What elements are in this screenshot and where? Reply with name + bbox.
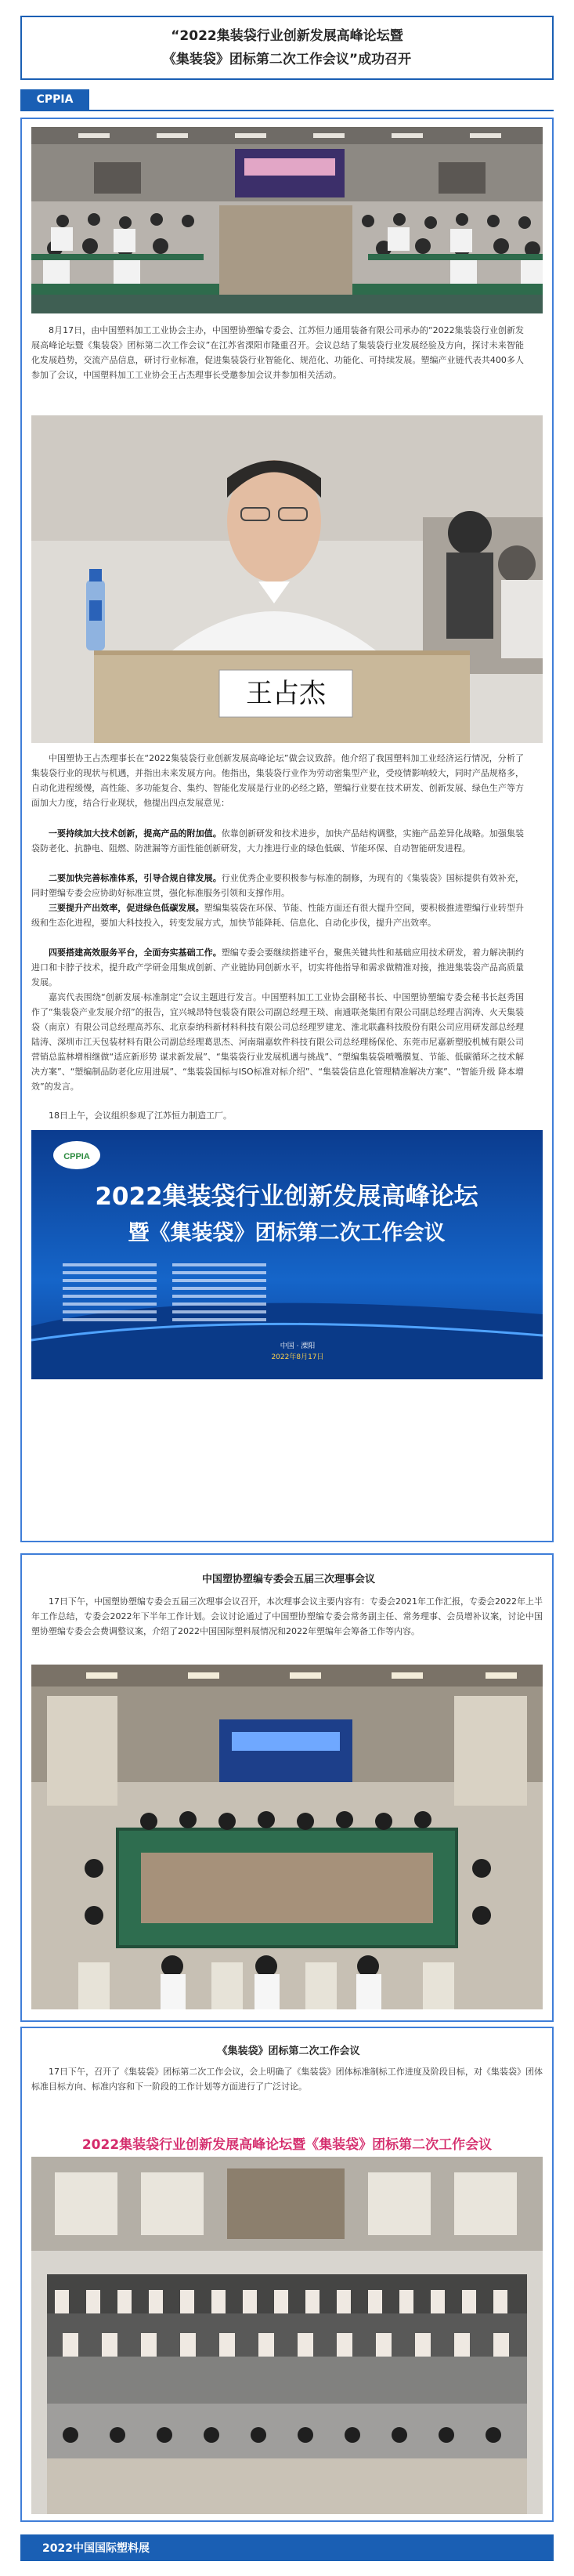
conference-hall-image xyxy=(31,127,543,313)
council-meeting-title: 中国塑协塑编专委会五届三次理事会议 xyxy=(201,1574,375,1585)
speaker-image xyxy=(31,415,543,743)
footer-bar: 2022中国国际塑料展 xyxy=(20,2534,554,2561)
main-article-card xyxy=(20,118,554,1542)
article-paragraph-2: 中国塑协王占杰理事长在“2022集装袋行业创新发展高峰论坛”做会议致辞。他介绍了我国塑料加工业经济运行情况，分析了集装袋行业的现状与机遇，并指出未来发展方向。他指出，集装袋行业作为劳动密集型产业，受疫情影响较大，同时产品规格多，自动化进程缓慢，高性能、多功能复合、集约、智能化发展是行业的必经之路，塑编行业要在技术研发、创新发展、绿色生产等方面加大力度，结合行业现状，他提出四点发展意见： xyxy=(31,753,524,808)
section-divider xyxy=(20,110,554,111)
council-meeting-image xyxy=(31,1665,543,2009)
standard-meeting-paragraph: 17日下午，召开了《集装袋》团标第二次工作会议，会上明确了《集装袋》团体标准制标工作进度及阶段目标，对《集装袋》团体标准目标方向、标准内容和下一阶段的工作计划等方面进行了广泛讨论。 xyxy=(31,2067,543,2092)
banner-logo-label: CPPIA xyxy=(63,1152,90,1161)
point-2-body: 行业优秀企业要积极参与标准的制修，为现有的《集装袋》国标提供有效补充，同时塑编专委会应协助好标准宣贯，强化标准服务引领和支撑作用。 xyxy=(31,873,525,898)
event-banner-image xyxy=(31,1130,543,1379)
section-tab: CPPIA xyxy=(20,89,89,110)
point-2-heading: 二要加快完善标准体系，引导合规自律发展。 xyxy=(49,873,222,883)
banner-title-1: 2022集装袋行业创新发展高峰论坛 xyxy=(95,1183,478,1211)
point-1 xyxy=(31,826,524,856)
point-2 xyxy=(31,871,524,900)
standard-meeting-card xyxy=(20,2027,554,2522)
speaker-photo xyxy=(31,415,543,743)
council-meeting-photo xyxy=(31,1665,543,2009)
standard-meeting-title: 《集装袋》团标第二次工作会议 xyxy=(217,2045,360,2057)
title-line-1: “2022集装袋行业创新发展高峰论坛暨 xyxy=(171,28,403,44)
group-photo-image xyxy=(31,2157,543,2514)
council-meeting-card xyxy=(20,1553,554,2022)
conference-hall-photo xyxy=(31,127,543,313)
banner-title-2: 暨《集装袋》团标第二次工作会议 xyxy=(128,1221,446,1245)
banner-date: 2022年8月17日 xyxy=(271,1353,324,1361)
point-4-body: 塑编专委会要继续搭建平台，聚焦关键共性和基础应用技术研发，着力解决制约进口和卡脖子技术，提升政产学研金用集成创新、产业链协同创新水平，切实将他指导和需求做精准对接，推进集装袋产品高质量发展。 xyxy=(31,947,525,987)
point-3-heading: 三要提升产出效率，促进绿色低碳发展。 xyxy=(49,903,204,913)
nameplate-text: 王占杰 xyxy=(246,678,326,709)
point-4 xyxy=(31,945,524,990)
article-paragraph-1: 8月17日，由中国塑料加工工业协会主办，中国塑协塑编专委会、江苏恒力通用装备有限公司承办的“2022集装袋行业创新发展高峰论坛暨《集装袋》团标第二次工作会议”在江苏省溧阳市隆重召开。会议总结了集装袋行业发展经验及方向，探讨未来智能化发展趋势，交流产品信息，研讨行业标准，促进集装袋行业智能化、规范化、功能化、可持续发展。塑编产业链代表共400多人参加了会议，中国塑料加工工业协会王占杰理事长受邀参加会议并参加相关活动。 xyxy=(31,325,524,380)
article-title-box xyxy=(20,16,554,80)
event-banner-photo xyxy=(31,1130,543,1379)
point-3-body: 塑编集装袋在环保、节能、性能方面还有很大提升空间，要积极推进塑编行业转型升级和生态化进程，要加大科技投入，转变发展方式，加快节能降耗、信息化、自动化步伐，提升产出效率。 xyxy=(31,903,525,928)
point-4-heading: 四要搭建高效服务平台，全面夯实基础工作。 xyxy=(49,947,222,958)
title-line-2: 《集装袋》团标第二次工作会议”成功召开 xyxy=(162,52,412,67)
point-3 xyxy=(31,900,524,930)
article-paragraph-3: 嘉宾代表围绕“创新发展·标准制定”会议主题进行发言。中国塑料加工工业协会副秘书长、中国塑协塑编专委会秘书长赵秀国作了“集装袋产业发展介绍”的报告，宜兴城昂特包装袋有限公司副总经理王琰、南通联尧集团有限公司副总经理吉润涛、火天集装袋（南京）有限公司总经理高苏东、北京泰纳科新材料科技有限公司总经理罗建龙、淮北联鑫科技股份有限公司应用研发部总经理陆涛、深圳市江天包装材料有限公司副总经理葛思杰、河南瑞嘉软件科技有限公司总经理杨保伦、东莞市尼嘉新塑胶机械有限公司营销总监林增相继做“适应新形势 谋求新发展”、“集装袋行业发展机遇与挑战”、“塑编集装袋喷嘴膜复、节能、低碳循环之技术解决方案”、“塑编制品防老化应用进展”、“集装袋国标与ISO标准对标介绍”、“集装袋信息化管理精准解决方案”、“智能升级 降本增效”的发言。 xyxy=(31,992,524,1092)
point-1-heading: 一要持续加大技术创新，提高产品的附加值。 xyxy=(49,828,222,839)
article-paragraph-4: 18日上午，会议组织参观了江苏恒力制造工厂。 xyxy=(49,1110,232,1121)
group-photo-caption: 2022集装袋行业创新发展高峰论坛暨《集装袋》团标第二次工作会议 xyxy=(81,2137,493,2153)
banner-place: 中国 · 溧阳 xyxy=(280,1342,316,1350)
group-photo xyxy=(31,2157,543,2514)
point-1-body: 依靠创新研发和技术进步，加快产品结构调整，实施产品差异化战略。加强集装袋防老化、抗静电、阻燃、防泄漏等方面性能创新研发，大力推进行业的绿色低碳、节能环保、自动智能研发进程。 xyxy=(31,828,525,853)
council-meeting-paragraph: 17日下午，中国塑协塑编专委会五届三次理事会议召开，本次理事会议主要内容有：专委会2021年工作汇报，专委会2022年上半年工作总结，专委会2022年下半年工作计划。会议讨论通过了中国塑协塑编专委会常务副主任、常务理事、会员增补议案，讨论中国塑协塑编专委会会费调整议案，介绍了2022中国国际塑料展情况和2022年塑编年会筹备工作等内容。 xyxy=(31,1596,543,1636)
